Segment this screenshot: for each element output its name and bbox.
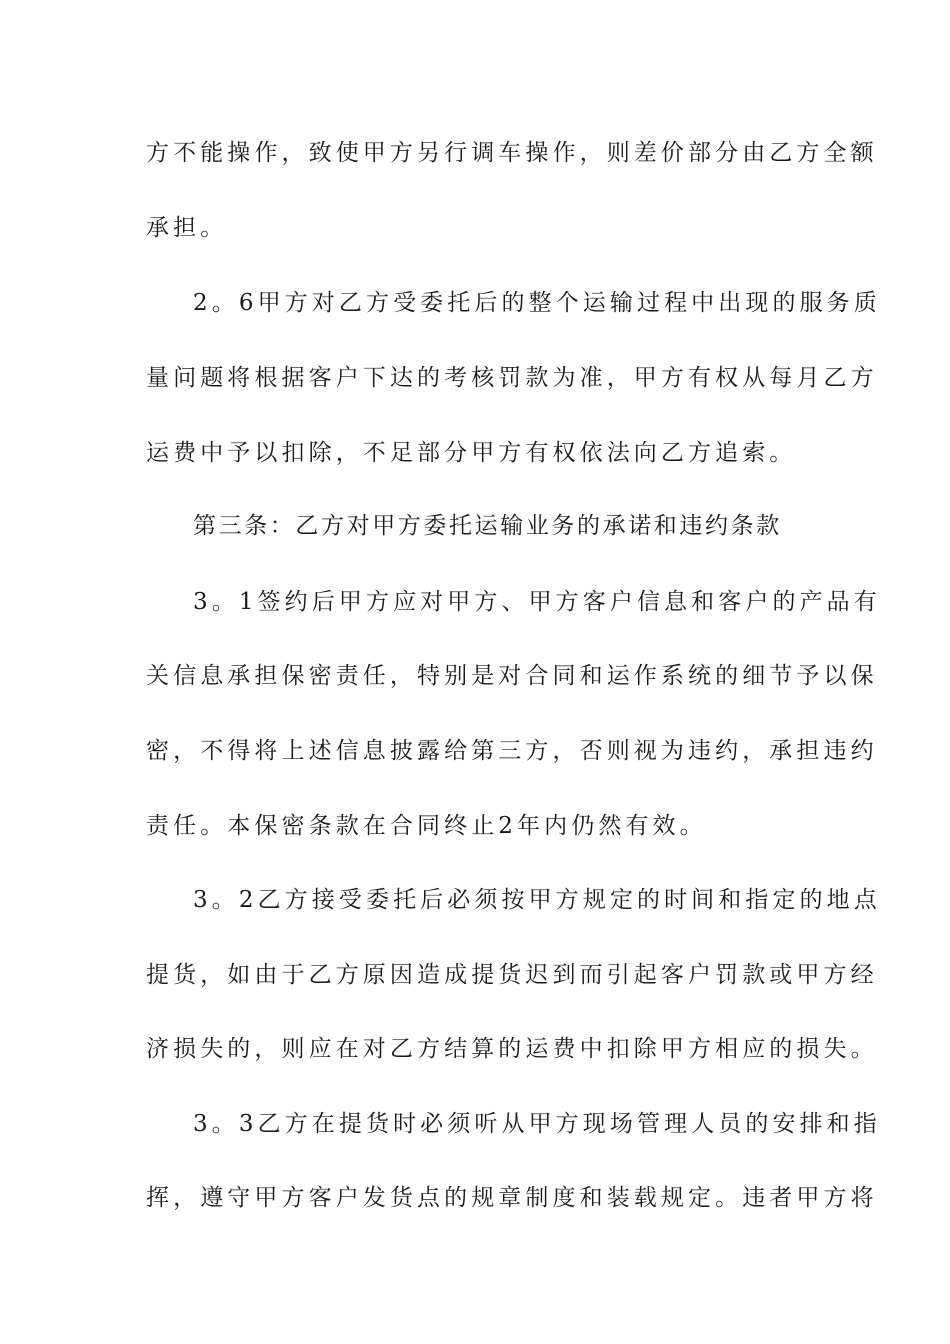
paragraph-3-2-line-3: 济损失的，则应在对乙方结算的运费中扣除甲方相应的损失。 xyxy=(146,1036,878,1062)
article-3-heading: 第三条：乙方对甲方委托运输业务的承诺和违约条款 xyxy=(193,513,782,539)
paragraph-3-1-line-3: 密，不得将上述信息披露给第三方，否则视为违约，承担违约 xyxy=(146,738,878,764)
paragraph-3-3-line-2: 挥，遵守甲方客户发货点的规章制度和装载规定。违者甲方将 xyxy=(146,1185,878,1211)
text-line-2: 承担。 xyxy=(146,215,228,241)
paragraph-3-1-line-2: 关信息承担保密责任，特别是对合同和运作系统的细节予以保 xyxy=(146,663,878,689)
paragraph-3-2-line-1: 3。2乙方接受委托后必须按甲方规定的时间和指定的地点 xyxy=(193,887,881,913)
paragraph-3-2-line-2: 提货，如由于乙方原因造成提货迟到而引起客户罚款或甲方经 xyxy=(146,962,878,988)
text-line-1: 方不能操作，致使甲方另行调车操作，则差价部分由乙方全额 xyxy=(146,140,878,166)
paragraph-3-1-line-4: 责任。本保密条款在合同终止2年内仍然有效。 xyxy=(146,813,707,839)
paragraph-2-6-line-1: 2。6甲方对乙方受委托后的整个运输过程中出现的服务质 xyxy=(193,290,881,316)
paragraph-2-6-line-3: 运费中予以扣除，不足部分甲方有权依法向乙方追索。 xyxy=(146,440,797,466)
paragraph-3-3-line-1: 3。3乙方在提货时必须听从甲方现场管理人员的安排和指 xyxy=(193,1111,881,1137)
paragraph-2-6-line-2: 量问题将根据客户下达的考核罚款为准，甲方有权从每月乙方 xyxy=(146,365,878,391)
paragraph-3-1-line-1: 3。1签约后甲方应对甲方、甲方客户信息和客户的产品有 xyxy=(193,589,881,615)
